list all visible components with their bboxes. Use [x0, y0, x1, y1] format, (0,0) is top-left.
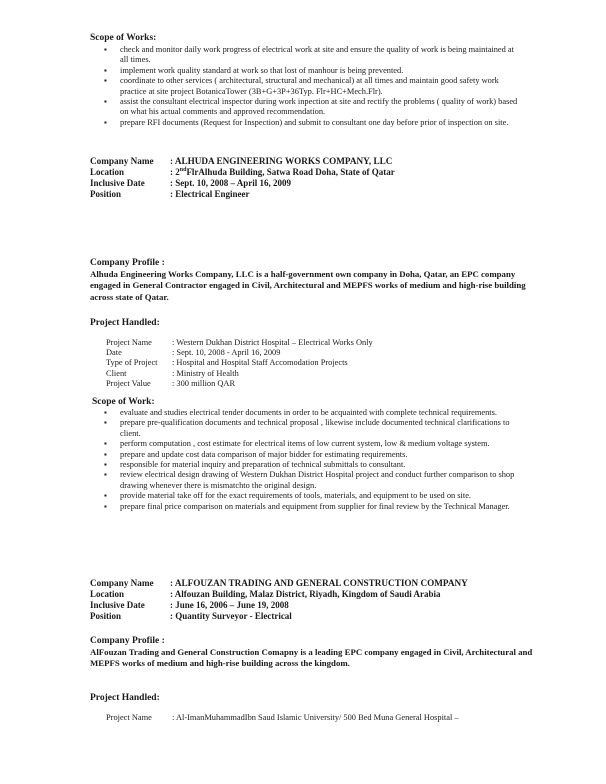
company1-info: [90, 156, 395, 200]
list-item: ▪ implement work quality standard at work so that lost of manhour is being prevented.: [104, 66, 524, 76]
company1-position-value: : Electrical Engineer: [170, 189, 250, 199]
company2-date-value: : June 16, 2006 – June 19, 2008: [170, 600, 289, 610]
location-rest: FlrAlhuda Building, Satwa Road Doha, State of Qatar: [186, 167, 395, 177]
location-prefix: : 2: [170, 167, 180, 177]
project-field-value: : Al-ImanMuhammadIbn Saud Islamic University/ 500 Bed Muna General Hospital –: [172, 713, 459, 722]
company2-project-table: [106, 713, 459, 723]
company2-location-label: Location: [90, 589, 125, 599]
table-row: [106, 348, 373, 358]
list-item: ▪ responsible for material inquiry and preparation of technical submittals to consultant.: [104, 460, 524, 470]
company1-project-table: [106, 338, 373, 389]
project-field-label: Date: [106, 348, 122, 358]
company2-info: [90, 578, 468, 622]
company1-name-label: Company Name: [90, 156, 154, 166]
company2-date-label: Inclusive Date: [90, 600, 145, 610]
company2-project-heading: Project Handled:: [90, 693, 160, 703]
scope-of-works-heading: Scope of Works:: [90, 33, 157, 43]
scope-of-works-list: [104, 45, 524, 128]
company2-location-value: : Alfouzan Building, Malaz District, Riyadh, Kingdom of Saudi Arabia: [170, 589, 441, 599]
company1-scope-list: [104, 408, 524, 512]
list-item: ▪ assist the consultant electrical inspector during work inpection at site and rectify the problems ( quality of work) based on what his actual comments and approved recommendation.: [104, 97, 524, 118]
list-item: ▪ check and monitor daily work progress of electrical work at site and ensure the quality of work is being maintained at all times.: [104, 45, 524, 66]
project-field-value: : Western Dukhan District Hospital – Electrical Works Only: [172, 338, 373, 347]
company1-profile-heading: Company Profile :: [90, 258, 165, 268]
list-item: ▪ provide material take off for the exact requirements of tools, materials, and equipment to be used on site.: [104, 491, 524, 501]
company1-date-label: Inclusive Date: [90, 178, 145, 188]
list-item: ▪ prepare and update cost data comparison of major bidder for estimating requirements.: [104, 450, 524, 460]
company2-name-label: Company Name: [90, 578, 154, 588]
project-field-value: : Sept. 10, 2008 - April 16, 2009: [172, 348, 281, 358]
location-sup: nd: [179, 167, 187, 173]
project-field-value: : Ministry of Health: [172, 368, 239, 378]
company2-profile-heading: Company Profile :: [90, 636, 165, 646]
project-field-value: : Hospital and Hospital Staff Accomodation Projects: [172, 358, 348, 368]
project-field-label: Client: [106, 368, 127, 378]
list-item: ▪ review electrical design drawing of Western Dukhan District Hospital project and conduct further comparison to shop drawing whenever there is mismatchto the original design.: [104, 470, 524, 491]
table-row: [106, 379, 373, 389]
list-item: ▪ prepare final price comparison on materials and equipment from supplier for final review by the Technical Manager.: [104, 502, 524, 512]
table-row: [106, 713, 459, 723]
project-field-label: Project Value: [106, 378, 151, 388]
list-item: ▪ evaluate and studies electrical tender documents in order to be acquainted with complete technical requirements.: [104, 408, 524, 418]
project-field-value: : 300 million QAR: [172, 378, 236, 388]
company1-scope-heading: Scope of Work:: [92, 397, 155, 407]
table-row: [106, 369, 373, 379]
company1-project-heading: Project Handled:: [90, 318, 160, 328]
list-item: ▪ prepare pre-qualification documents and technical proposal , likewise include documented technical clarifications to client.: [104, 418, 524, 439]
company1-profile-text: Alhuda Engineering Works Company, LLC is a half-government own company in Doha, Qatar, an EPC company engaged in General Contractor engaged in Civil, Architectural and MEPFS works of medium and high-rise building across state of Qatar.: [90, 269, 526, 302]
company2-position-label: Position: [90, 611, 122, 621]
company1-position-label: Position: [90, 189, 122, 199]
project-field-label: Project Name: [106, 713, 152, 722]
table-row: [106, 338, 373, 348]
company2-position-value: : Quantity Surveyor - Electrical: [170, 611, 292, 621]
list-item: ▪ perform computation , cost estimate for electrical items of low current system, low & medium voltage system.: [104, 439, 524, 449]
company1-location-label: Location: [90, 167, 125, 177]
project-field-label: Type of Project: [106, 358, 158, 368]
list-item: ▪ coordinate to other services ( architectural, structural and mechanical) at all times and maintain good safety work practice at site project BotanicaTower (3B+G+3P+36Typ. Flr+HC+Mech.Flr).: [104, 76, 524, 97]
company2-name-value: : ALFOUZAN TRADING AND GENERAL CONSTRUCTION COMPANY: [170, 578, 468, 588]
table-row: [106, 358, 373, 368]
company1-location-value: [170, 167, 395, 178]
company1-name-value: : ALHUDA ENGINEERING WORKS COMPANY, LLC: [170, 156, 393, 166]
project-field-label: Project Name: [106, 338, 152, 347]
company1-date-value: : Sept. 10, 2008 – April 16, 2009: [170, 178, 292, 188]
company2-profile-text: AlFouzan Trading and General Construction Comapny is a leading EPC company engaged in Civil, Architectural and MEPFS works of medium and high-rise building across the kingdom.: [90, 647, 533, 669]
list-item: ▪ prepare RFI documents (Request for Inspection) and submit to consultant one day before prior of inspection on site.: [104, 118, 524, 128]
